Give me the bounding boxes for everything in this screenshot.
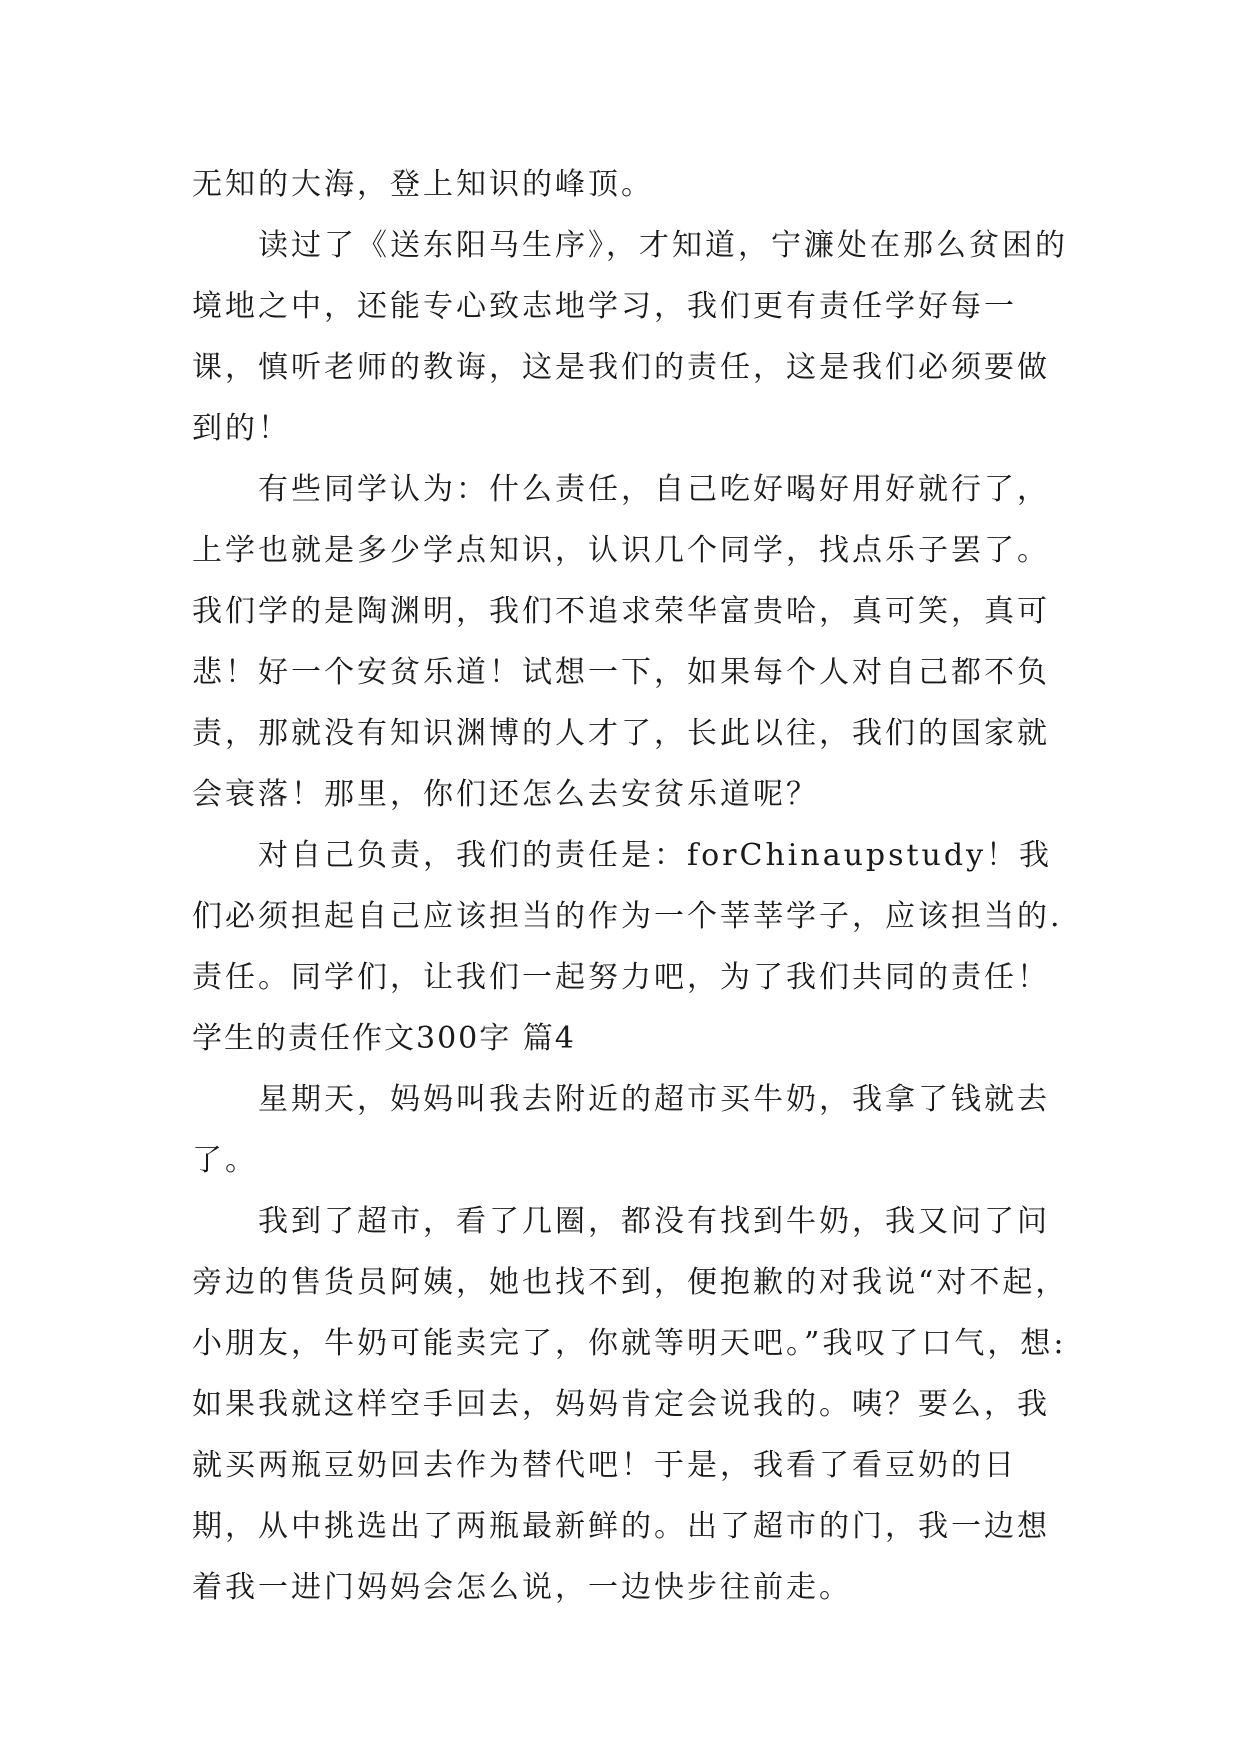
paragraph-2: 读过了《送东阳马生序》，才知道，宁濂处在那么贫困的境地之中，还能专心致志地学习，我们更有责任学好每一课，慎听老师的教诲，这是我们的责任，这是我们必须要做到的！ [192,228,1068,446]
document-body [192,154,1072,1618]
section-heading: 学生的责任作文300字 篇4 [192,1021,576,1056]
paragraph-3: 有些同学认为：什么责任，自己吃好喝好用好就行了，上学也就是多少学点知识，认识几个同学，找点乐子罢了。我们学的是陶渊明，我们不追求荣华富贵哈，真可笑，真可悲！好一个安贫乐道！试想一下，如果每个人对自己都不负责，那就没有知识渊博的人才了，长此以往，我们的国家就会衰落！那里，你们还怎么去安贫乐道呢？ [192,472,1050,812]
paragraph-1: 无知的大海，登上知识的峰顶。 [192,167,654,202]
paragraph-5: 星期天，妈妈叫我去附近的超市买牛奶，我拿了钱就去了。 [192,1082,1050,1178]
paragraph-6: 我到了超市，看了几圈，都没有找到牛奶，我又问了问旁边的售货员阿姨，她也找不到，便抱歉的对我说“对不起，小朋友，牛奶可能卖完了，你就等明天吧。”我叹了口气，想:如果我就这样空手回去，妈妈肯定会说我的。咦？要么，我就买两瓶豆奶回去作为替代吧！于是，我看了看豆奶的日期，从中挑选出了两瓶最新鲜的。出了超市的门，我一边想着我一进门妈妈会怎么说，一边快步往前走。 [192,1204,1069,1605]
paragraph-4: 对自己负责，我们的责任是：forChinaupstudy！我们必须担起自己应该担当的作为一个莘莘学子，应该担当的.责任。同学们，让我们一起努力吧，为了我们共同的责任！ [192,838,1063,995]
